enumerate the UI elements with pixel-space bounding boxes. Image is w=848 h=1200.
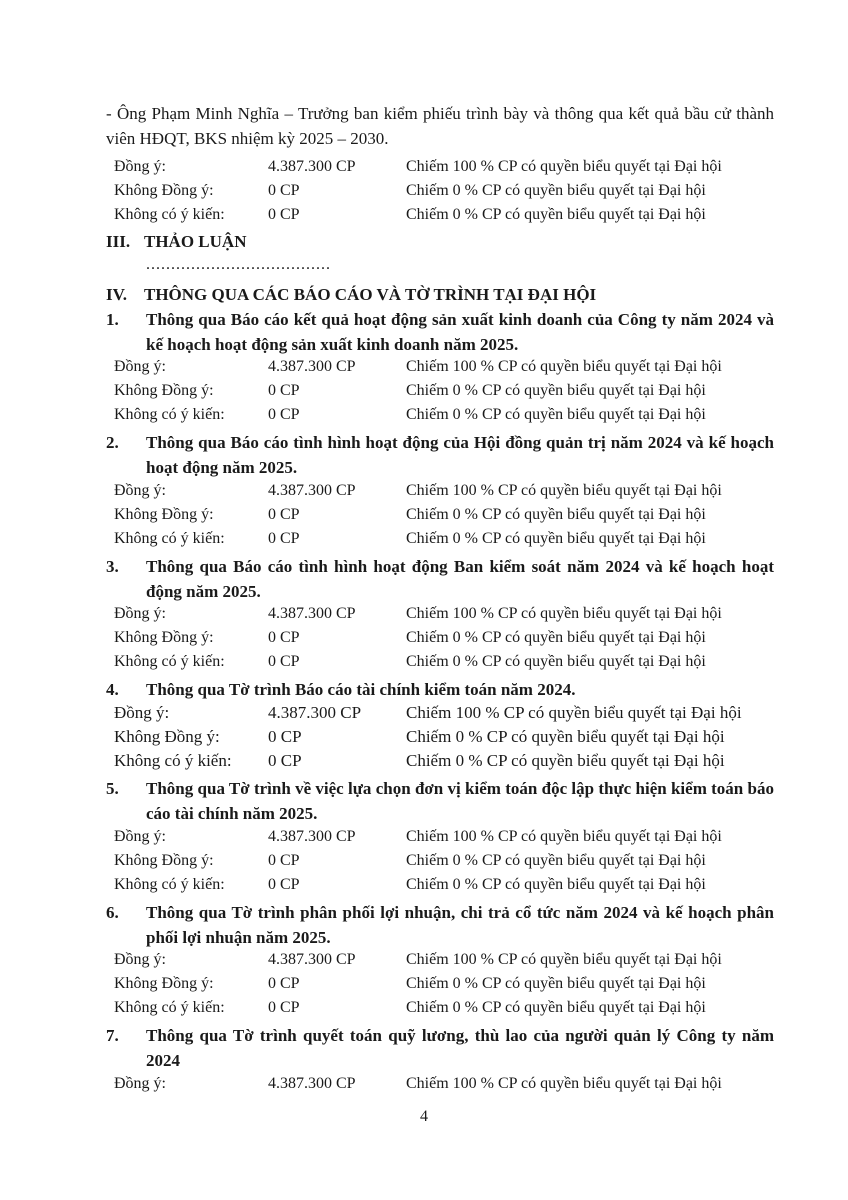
- agenda-item-4: [106, 677, 774, 702]
- vote-row-agree: [114, 155, 774, 179]
- vote-value: 0 CP: [268, 182, 300, 199]
- vote-label: Không có ý kiến:: [114, 751, 232, 770]
- vote-label: Đồng ý:: [114, 951, 166, 968]
- vote-value: 0 CP: [268, 751, 302, 770]
- vote-row-agree: [114, 355, 774, 379]
- vote-row-disagree: [114, 179, 774, 203]
- item-number: 5.: [106, 779, 119, 798]
- vote-value: 0 CP: [268, 530, 300, 547]
- vote-label: Không có ý kiến:: [114, 206, 225, 223]
- item-number: 7.: [106, 1026, 119, 1045]
- section-number: IV.: [106, 285, 127, 304]
- vote-label: Đồng ý:: [114, 605, 166, 622]
- vote-value: 0 CP: [268, 852, 300, 869]
- vote-value: 0 CP: [268, 629, 300, 646]
- vote-value: 4.387.300 CP: [268, 358, 356, 375]
- vote-percent: Chiếm 0 % CP có quyền biểu quyết tại Đại hội: [406, 406, 706, 423]
- vote-value: 0 CP: [268, 876, 300, 893]
- vote-percent: Chiếm 100 % CP có quyền biểu quyết tại Đại hội: [406, 1075, 722, 1092]
- vote-percent: Chiếm 100 % CP có quyền biểu quyết tại Đại hội: [406, 828, 722, 845]
- vote-row-disagree: [114, 626, 774, 650]
- section-number: III.: [106, 232, 131, 251]
- vote-row-agree: [114, 479, 774, 503]
- vote-value: 0 CP: [268, 653, 300, 670]
- vote-label: Không có ý kiến:: [114, 530, 225, 547]
- vote-label: Không Đồng ý:: [114, 629, 214, 646]
- item-title: Thông qua Báo cáo tình hình hoạt động của Hội đồng quản trị năm 2024 và kế hoạch hoạt động năm 2025.: [146, 433, 774, 477]
- vote-value: 0 CP: [268, 206, 300, 223]
- vote-label: Không Đồng ý:: [114, 382, 214, 399]
- vote-label: Không Đồng ý:: [114, 727, 220, 746]
- item-title: Thông qua Tờ trình Báo cáo tài chính kiểm toán năm 2024.: [146, 680, 576, 699]
- vote-row-disagree: [114, 379, 774, 403]
- vote-row-disagree: [114, 725, 774, 749]
- vote-label: Đồng ý:: [114, 1075, 166, 1092]
- vote-label: Không Đồng ý:: [114, 852, 214, 869]
- item-title: Thông qua Tờ trình quyết toán quỹ lương, thù lao của người quản lý Công ty năm 2024: [146, 1026, 774, 1070]
- vote-label: Không Đồng ý:: [114, 506, 214, 523]
- item-number: 1.: [106, 310, 119, 329]
- agenda-item-1: [106, 307, 774, 357]
- vote-percent: Chiếm 0 % CP có quyền biểu quyết tại Đại hội: [406, 629, 706, 646]
- item-number: 6.: [106, 903, 119, 922]
- vote-value: 4.387.300 CP: [268, 828, 356, 845]
- vote-value: 4.387.300 CP: [268, 1075, 356, 1092]
- vote-row-agree: [114, 1072, 774, 1096]
- vote-percent: Chiếm 0 % CP có quyền biểu quyết tại Đại hội: [406, 506, 706, 523]
- vote-label: Không Đồng ý:: [114, 182, 214, 199]
- agenda-item-2: [106, 430, 774, 480]
- vote-row-no-opinion: [114, 996, 774, 1020]
- vote-row-no-opinion: [114, 403, 774, 427]
- intro-paragraph: - Ông Phạm Minh Nghĩa – Trưởng ban kiểm phiếu trình bày và thông qua kết quả bầu cử thành viên HĐQT, BKS nhiệm kỳ 2025 – 2030.: [106, 104, 774, 148]
- vote-label: Đồng ý:: [114, 828, 166, 845]
- item-title: Thông qua Báo cáo kết quả hoạt động sản xuất kinh doanh của Công ty năm 2024 và kế hoạch hoạt động sản xuất kinh doanh năm 2025.: [146, 310, 774, 354]
- vote-percent: Chiếm 0 % CP có quyền biểu quyết tại Đại hội: [406, 206, 706, 223]
- vote-value: 4.387.300 CP: [268, 703, 362, 722]
- vote-row-agree: [114, 825, 774, 849]
- vote-label: Không có ý kiến:: [114, 653, 225, 670]
- agenda-item-7: [106, 1023, 774, 1073]
- vote-value: 0 CP: [268, 975, 300, 992]
- vote-percent: Chiếm 0 % CP có quyền biểu quyết tại Đại hội: [406, 751, 725, 770]
- vote-percent: Chiếm 100 % CP có quyền biểu quyết tại Đại hội: [406, 951, 722, 968]
- vote-percent: Chiếm 0 % CP có quyền biểu quyết tại Đại hội: [406, 975, 706, 992]
- vote-row-no-opinion: [114, 650, 774, 674]
- agenda-item-6: [106, 900, 774, 950]
- vote-label: Đồng ý:: [114, 358, 166, 375]
- agenda-item-5: [106, 776, 774, 826]
- vote-percent: Chiếm 0 % CP có quyền biểu quyết tại Đại hội: [406, 999, 706, 1016]
- vote-percent: Chiếm 100 % CP có quyền biểu quyết tại Đại hội: [406, 358, 722, 375]
- vote-percent: Chiếm 100 % CP có quyền biểu quyết tại Đại hội: [406, 605, 722, 622]
- vote-label: Đồng ý:: [114, 158, 166, 175]
- vote-percent: Chiếm 0 % CP có quyền biểu quyết tại Đại hội: [406, 876, 706, 893]
- vote-row-agree: [114, 602, 774, 626]
- vote-value: 4.387.300 CP: [268, 482, 356, 499]
- vote-value: 4.387.300 CP: [268, 158, 356, 175]
- vote-row-no-opinion: [114, 203, 774, 227]
- vote-value: 0 CP: [268, 727, 302, 746]
- agenda-item-3: [106, 554, 774, 604]
- vote-percent: Chiếm 0 % CP có quyền biểu quyết tại Đại hội: [406, 653, 706, 670]
- vote-label: Không có ý kiến:: [114, 999, 225, 1016]
- vote-row-disagree: [114, 849, 774, 873]
- vote-percent: Chiếm 0 % CP có quyền biểu quyết tại Đại hội: [406, 852, 706, 869]
- section-title: THÔNG QUA CÁC BÁO CÁO VÀ TỜ TRÌNH TẠI ĐẠI HỘI: [144, 285, 597, 304]
- vote-value: 0 CP: [268, 506, 300, 523]
- vote-percent: Chiếm 0 % CP có quyền biểu quyết tại Đại hội: [406, 530, 706, 547]
- vote-label: Đồng ý:: [114, 482, 166, 499]
- vote-row-no-opinion: [114, 527, 774, 551]
- discussion-placeholder-dots: .....................................: [146, 256, 331, 273]
- vote-label: Không có ý kiến:: [114, 406, 225, 423]
- vote-row-no-opinion: [114, 873, 774, 897]
- vote-percent: Chiếm 0 % CP có quyền biểu quyết tại Đại hội: [406, 727, 725, 746]
- item-title: Thông qua Tờ trình phân phối lợi nhuận, chi trả cổ tức năm 2024 và kế hoạch phân phối lợi nhuận năm 2025.: [146, 903, 774, 947]
- item-number: 3.: [106, 557, 119, 576]
- item-number: 2.: [106, 433, 119, 452]
- vote-percent: Chiếm 100 % CP có quyền biểu quyết tại Đại hội: [406, 158, 722, 175]
- vote-row-disagree: [114, 503, 774, 527]
- item-title: Thông qua Tờ trình về việc lựa chọn đơn vị kiểm toán độc lập thực hiện kiểm toán báo cáo tài chính năm 2025.: [146, 779, 774, 823]
- vote-row-agree: [114, 701, 774, 725]
- section-title: THẢO LUẬN: [144, 232, 247, 251]
- vote-row-agree: [114, 948, 774, 972]
- vote-percent: Chiếm 100 % CP có quyền biểu quyết tại Đại hội: [406, 703, 742, 722]
- vote-value: 4.387.300 CP: [268, 605, 356, 622]
- vote-row-disagree: [114, 972, 774, 996]
- vote-row-no-opinion: [114, 749, 774, 773]
- page-number: 4: [420, 1108, 428, 1125]
- vote-label: Không Đồng ý:: [114, 975, 214, 992]
- vote-value: 0 CP: [268, 999, 300, 1016]
- vote-percent: Chiếm 0 % CP có quyền biểu quyết tại Đại hội: [406, 182, 706, 199]
- vote-percent: Chiếm 100 % CP có quyền biểu quyết tại Đại hội: [406, 482, 722, 499]
- vote-label: Không có ý kiến:: [114, 876, 225, 893]
- vote-label: Đồng ý:: [114, 703, 170, 722]
- vote-value: 4.387.300 CP: [268, 951, 356, 968]
- vote-percent: Chiếm 0 % CP có quyền biểu quyết tại Đại hội: [406, 382, 706, 399]
- vote-value: 0 CP: [268, 382, 300, 399]
- item-number: 4.: [106, 680, 119, 699]
- vote-value: 0 CP: [268, 406, 300, 423]
- item-title: Thông qua Báo cáo tình hình hoạt động Ban kiểm soát năm 2024 và kế hoạch hoạt động năm 2025.: [146, 557, 774, 601]
